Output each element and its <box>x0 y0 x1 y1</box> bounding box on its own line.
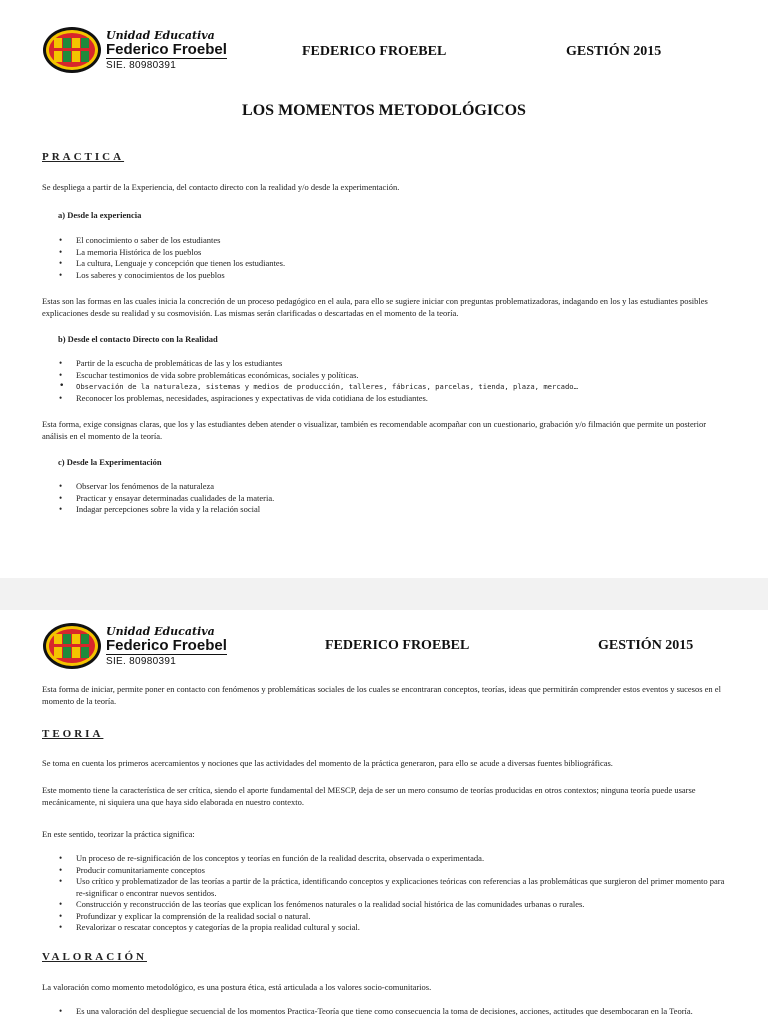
subheading-b: b) Desde el contacto Directo con la Realidad <box>58 334 218 344</box>
list-item: • Partir de la escucha de problemáticas de las y los estudiantes <box>58 358 728 370</box>
list-item: • Profundizar y explicar la comprensión de la realidad social o natural. <box>58 911 728 923</box>
list-item: • La memoria Histórica de los pueblos <box>58 247 728 259</box>
teoria-paragraph-2: Este momento tiene la característica de ser crítica, siendo el aporte fundamental del MESCP, deja de ser un mero consumo de teorías producidas en otros contextos; ninguna teoría puede usarse mecánicamente, ni siquiera una que haya sido elaborada en nuestro contexto. <box>42 785 696 807</box>
list-teoria <box>58 853 728 934</box>
list-item: • Producir comunitariamente conceptos <box>58 865 728 877</box>
school-name-block <box>106 626 246 668</box>
section-heading-practica: PRACTICA <box>42 151 125 163</box>
list-item: • Construcción y reconstrucción de las teorías que explican los fenómenos naturales o la realidad social histórica de las comunidades urbanas o rurales. <box>58 899 728 911</box>
list-item: • Reconocer los problemas, necesidades, aspiraciones y expectativas de vida cotidiana de los estudiantes. <box>58 393 728 405</box>
list-item: • Los saberes y conocimientos de los pueblos <box>58 270 728 282</box>
list-b <box>58 358 728 404</box>
school-logo-icon <box>42 26 102 74</box>
page-header <box>0 610 768 690</box>
header-school-title: FEDERICO FROEBEL <box>302 44 447 59</box>
school-sie: SIE. 80980391 <box>106 60 177 71</box>
practica-a-paragraph: Estas son las formas en las cuales inicia la concreción de un proceso pedagógico en el aula, para ello se sugiere iniciar con preguntas problematizadoras, indagando en los y las estudiantes posibles explicaciones desde su realidad y su cosmovisión. Las mismas serán clarificadas o descartadas en el momento de la teoría. <box>42 296 708 318</box>
header-school-title: FEDERICO FROEBEL <box>325 638 470 653</box>
school-unit-label: Unidad Educativa <box>106 625 215 638</box>
practica-intro: Se despliega a partir de la Experiencia, del contacto directo con la realidad y/o desde la experimentación. <box>42 182 400 192</box>
page2-intro: Esta forma de iniciar, permite poner en contacto con fenómenos y problemáticas sociales de los cuales se encontraran conceptos, teorías, ideas que permitirán comprender estos eventos y sucesos en el momento de la teoría. <box>42 684 721 706</box>
page-header <box>0 0 768 80</box>
school-sie: SIE. 80980391 <box>106 656 177 667</box>
list-item: • Uso crítico y problematizador de las teorías a partir de la práctica, identificando conceptos y explicaciones teóricas con referencias a las problemáticas que surgieron del primer momento para re-significar o encontrar nuevos sentidos. <box>58 876 728 899</box>
list-item: • Revalorizar o rescatar conceptos y categorías de la propia realidad cultural y social. <box>58 922 728 934</box>
section-heading-valoracion: VALORACIÓN <box>42 951 147 963</box>
list-a <box>58 235 728 281</box>
subheading-a: a) Desde la experiencia <box>58 210 142 220</box>
document-title: LOS MOMENTOS METODOLÓGICOS <box>242 102 526 119</box>
list-item: • Indagar percepciones sobre la vida y la relación social <box>58 504 728 516</box>
header-gestion: GESTIÓN 2015 <box>598 638 694 653</box>
list-item: • El conocimiento o saber de los estudiantes <box>58 235 728 247</box>
school-unit-label: Unidad Educativa <box>106 29 215 42</box>
section-heading-teoria: TEORIA <box>42 728 104 740</box>
list-item: • La cultura, Lenguaje y concepción que tienen los estudiantes. <box>58 258 728 270</box>
list-item: • Observación de la naturaleza, sistemas y medios de producción, talleres, fábricas, parcelas, tienda, plaza, mercado… <box>58 381 728 393</box>
list-valoracion <box>58 1006 728 1018</box>
list-item: • Practicar y ensayar determinadas cualidades de la materia. <box>58 493 728 505</box>
practica-b-paragraph: Esta forma, exige consignas claras, que los y las estudiantes deben atender o visualizar, también es recomendable acompañar con un cuestionario, grabación y/o filmación que permite un posterior análisis en el momento de la teoría. <box>42 419 707 441</box>
document-page-2 <box>0 610 768 1024</box>
header-gestion: GESTIÓN 2015 <box>566 44 662 59</box>
list-item: • Un proceso de re-significación de los conceptos y teorías en función de la realidad descrita, observada o experimentada. <box>58 853 728 865</box>
teoria-paragraph-3: En este sentido, teorizar la práctica significa: <box>42 829 195 839</box>
list-item: • Observar los fenómenos de la naturaleza <box>58 481 728 493</box>
school-logo-icon <box>42 622 102 670</box>
teoria-paragraph-1: Se toma en cuenta los primeros acercamientos y nociones que las actividades del momento de la práctica generaron, para ello se acude a diversas fuentes bibliográficas. <box>42 758 613 768</box>
school-name: Federico Froebel <box>106 41 227 58</box>
valoracion-paragraph: La valoración como momento metodológico, es una postura ética, está articulada a los valores socio-comunitarios. <box>42 982 432 992</box>
school-name: Federico Froebel <box>106 637 227 654</box>
list-item: • Escuchar testimonios de vida sobre problemáticas económicas, sociales y políticas. <box>58 370 728 382</box>
list-c <box>58 481 728 516</box>
school-name-block <box>106 30 246 72</box>
list-item: • Es una valoración del despliegue secuencial de los momentos Practica-Teoría que tiene como consecuencia la toma de decisiones, acciones, actitudes que desembocaran en la Teoría. <box>58 1006 728 1018</box>
subheading-c: c) Desde la Experimentación <box>58 457 162 467</box>
page-separator <box>0 578 768 610</box>
